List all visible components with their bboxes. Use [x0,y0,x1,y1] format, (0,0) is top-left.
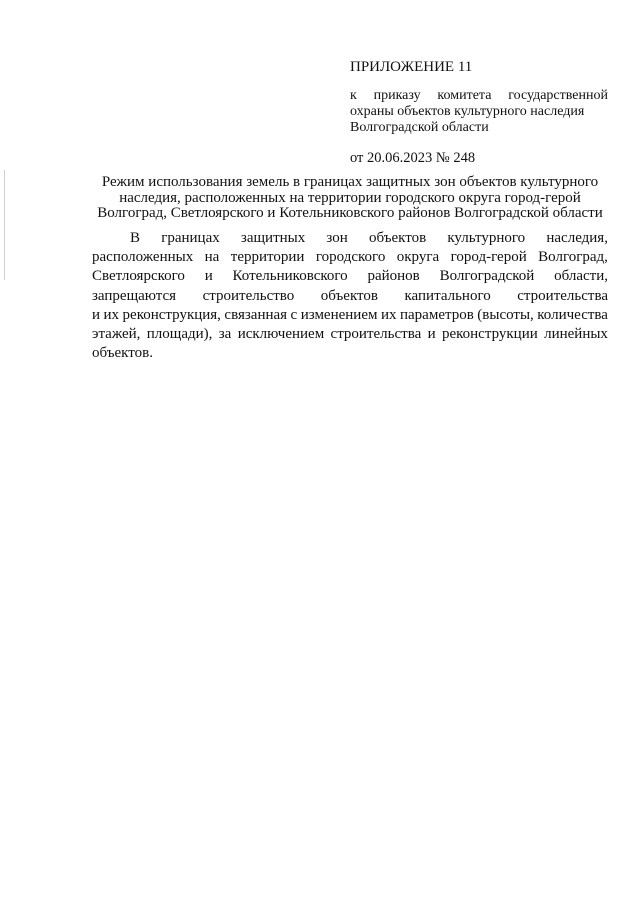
appendix-line-1 [350,88,608,104]
appendix-header [350,58,608,167]
appendix-title: ПРИЛОЖЕНИЕ 11 [350,59,473,75]
body-word: исключением [237,326,325,343]
body-word: параметров [399,306,474,323]
body-word: их [103,306,120,323]
body-paragraph [92,229,608,363]
appendix-line-2: охраны объектов культурного наследия [350,104,585,119]
heading-line: наследия, расположенных на территории городского округа город-герой [119,189,581,206]
body-word: реконструкции [441,326,538,343]
body-word: наследия, [546,230,608,246]
body-word: территории [230,249,305,266]
body-line [92,287,608,306]
heading-line: Волгоград, Светлоярского и Котельниковского районов Волгоградской области [97,205,603,221]
document-heading [90,175,610,222]
body-word: Волгоградской [439,268,535,285]
body-word: городского [315,249,386,266]
appendix-word: приказу [373,88,421,103]
body-word: город-герой [450,249,527,266]
body-word: зон [326,230,348,246]
body-word: запрещаются [92,287,177,304]
heading-line: Режим использования земель в границах защитных зон объектов культурного [101,174,599,190]
body-word: объектов [320,287,378,304]
body-word: их [380,306,397,323]
body-word: изменением [300,306,378,323]
body-word: за [218,326,232,343]
body-word: округа [396,249,440,266]
appendix-line-3: Волгоградской области [350,120,489,135]
body-word: строительства [330,326,422,343]
body-word: связанная [224,306,288,323]
body-word: Котельниковского [232,268,348,285]
appendix-word: комитета [437,88,492,103]
appendix-description [350,88,608,136]
body-word: строительство [202,287,295,304]
body-line [92,248,608,267]
body-line [92,344,608,363]
body-word: и [204,268,213,285]
body-word: защитных [240,230,306,246]
body-line [92,267,608,286]
scan-edge-mark [4,170,5,280]
body-word: объектов [368,230,427,246]
body-word: линейных [544,326,608,343]
body-word: и [427,326,436,343]
body-line [92,229,608,248]
body-word: культурного [447,230,526,246]
body-word: Волгоград, [538,249,608,266]
body-word: на [204,249,220,266]
body-word: В [130,230,141,246]
body-word: границах [161,230,220,246]
body-word: строительства [517,287,608,304]
body-word: и [92,306,101,323]
body-word: капитального [404,287,491,304]
appendix-word: к [350,88,357,103]
body-word: с [290,306,298,323]
body-word: этажей, [92,326,141,343]
appendix-date: от 20.06.2023 № 248 [350,150,476,166]
body-word: районов [367,268,420,285]
body-word: площади), [146,326,213,343]
body-word: области, [554,268,608,285]
body-word: количества [537,306,608,323]
body-word: (высоты, [477,306,534,323]
body-word: реконструкция, [122,306,221,323]
body-word: расположенных [92,249,194,266]
body-word: Светлоярского [92,268,185,285]
appendix-word: государственной [508,88,608,103]
body-word: объектов. [92,345,153,362]
body-line [92,306,608,325]
body-line [92,325,608,344]
